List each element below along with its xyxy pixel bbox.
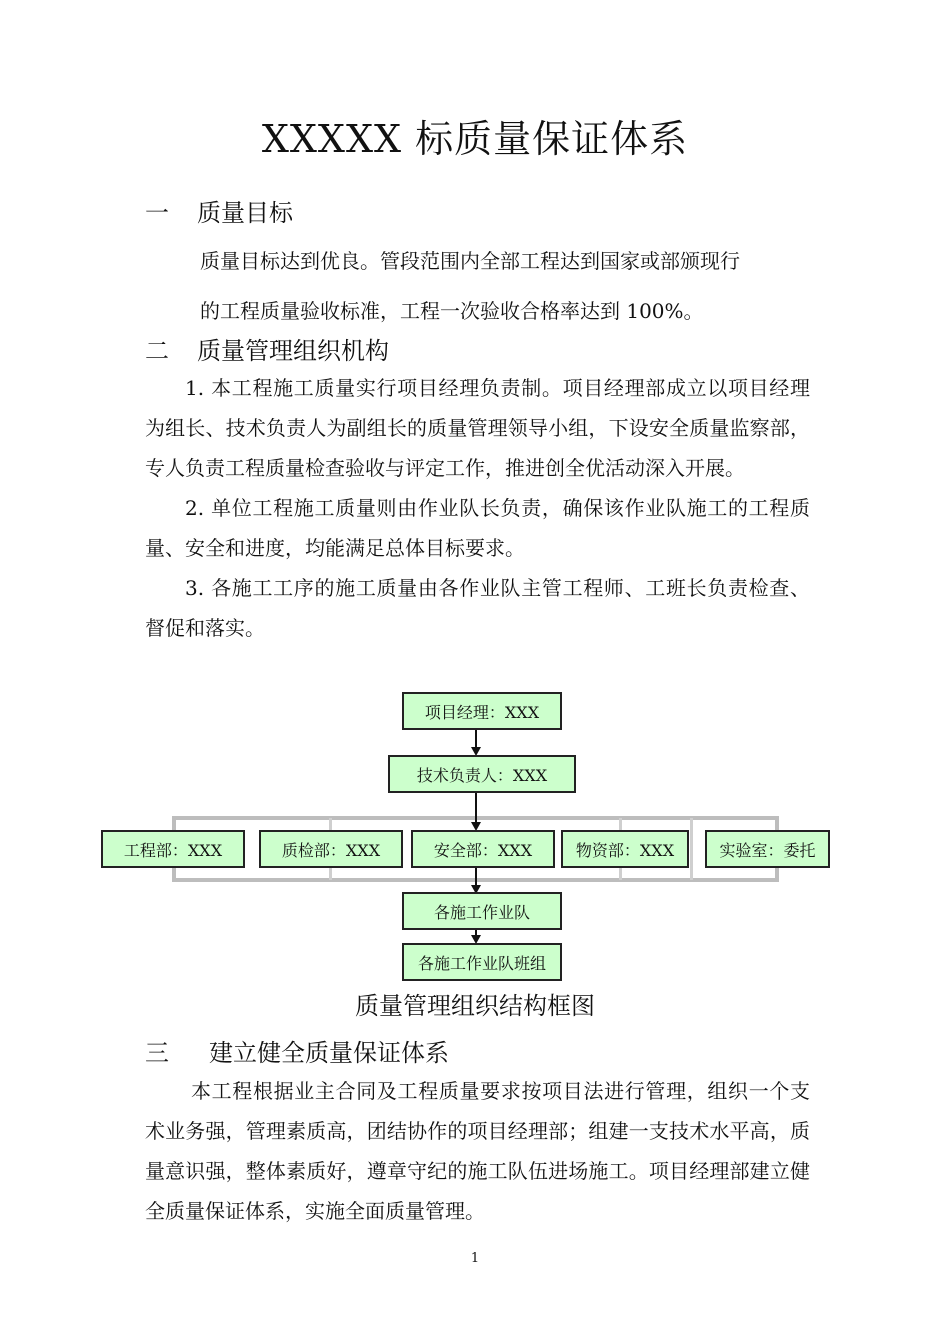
section3-number: 三 — [145, 1039, 169, 1067]
section2-body — [145, 368, 810, 648]
org-box-laboratory: 实验室：委托 — [705, 830, 830, 868]
org-box-team-groups: 各施工作业队班组 — [402, 943, 562, 981]
org-box-engineering-dept: 工程部：XXX — [101, 830, 245, 868]
org-box-project-manager: 项目经理：XXX — [402, 692, 562, 730]
section1-title: 质量目标 — [197, 199, 293, 227]
arrow-down-2 — [475, 793, 477, 829]
section1-heading — [145, 193, 293, 228]
section1-line-2: 的工程质量验收标准，工程一次验收合格率达到 100%。 — [200, 299, 704, 323]
section3-body — [145, 1071, 810, 1231]
org-box-materials-dept: 物资部：XXX — [561, 830, 689, 868]
section1-body — [200, 240, 865, 332]
section3-paragraph: 本工程根据业主合同及工程质量要求按项目法进行管理，组织一个支术业务强，管理素质高，团结协作的项目经理部；组建一支技术水平高，质量意识强，整体素质好，遵章守纪的施工队伍进场施工。项目经理部建立健全质量保证体系，实施全面质量管理。 — [145, 1079, 810, 1223]
section3-title: 建立健全质量保证体系 — [209, 1039, 449, 1067]
page-title: XXXXX 标质量保证体系 — [261, 117, 689, 161]
section2-number: 二 — [145, 337, 169, 365]
connector-line — [690, 818, 693, 880]
section2-paragraph-2: 2. 单位工程施工质量则由作业队长负责，确保该作业队施工的工程质量、安全和进度，均能满足总体目标要求。 — [145, 496, 810, 560]
section2-heading — [145, 331, 389, 366]
page-number: 1 — [470, 1251, 480, 1266]
section3-heading — [145, 1033, 449, 1068]
org-box-safety-dept: 安全部：XXX — [411, 830, 555, 868]
section2-title: 质量管理组织机构 — [197, 337, 389, 365]
arrow-down-1 — [475, 730, 477, 754]
arrow-down-3 — [475, 868, 477, 892]
section1-number: 一 — [145, 199, 169, 227]
org-box-qc-dept: 质检部：XXX — [259, 830, 403, 868]
org-box-technical-lead: 技术负责人：XXX — [388, 755, 576, 793]
chart-caption: 质量管理组织结构框图 — [355, 992, 595, 1020]
section2-paragraph-3: 3. 各施工工序的施工质量由各作业队主管工程师、工班长负责检查、督促和落实。 — [145, 576, 810, 640]
section2-paragraph-1: 1. 本工程施工质量实行项目经理负责制。项目经理部成立以项目经理为组长、技术负责人为副组长的质量管理领导小组，下设安全质量监察部，专人负责工程质量检查验收与评定工作，推进创全优活动深入开展。 — [145, 376, 810, 480]
org-box-work-teams: 各施工作业队 — [402, 892, 562, 930]
arrow-down-4 — [475, 930, 477, 942]
section1-line-1: 质量目标达到优良。管段范围内全部工程达到国家或部颁现行 — [200, 249, 740, 273]
